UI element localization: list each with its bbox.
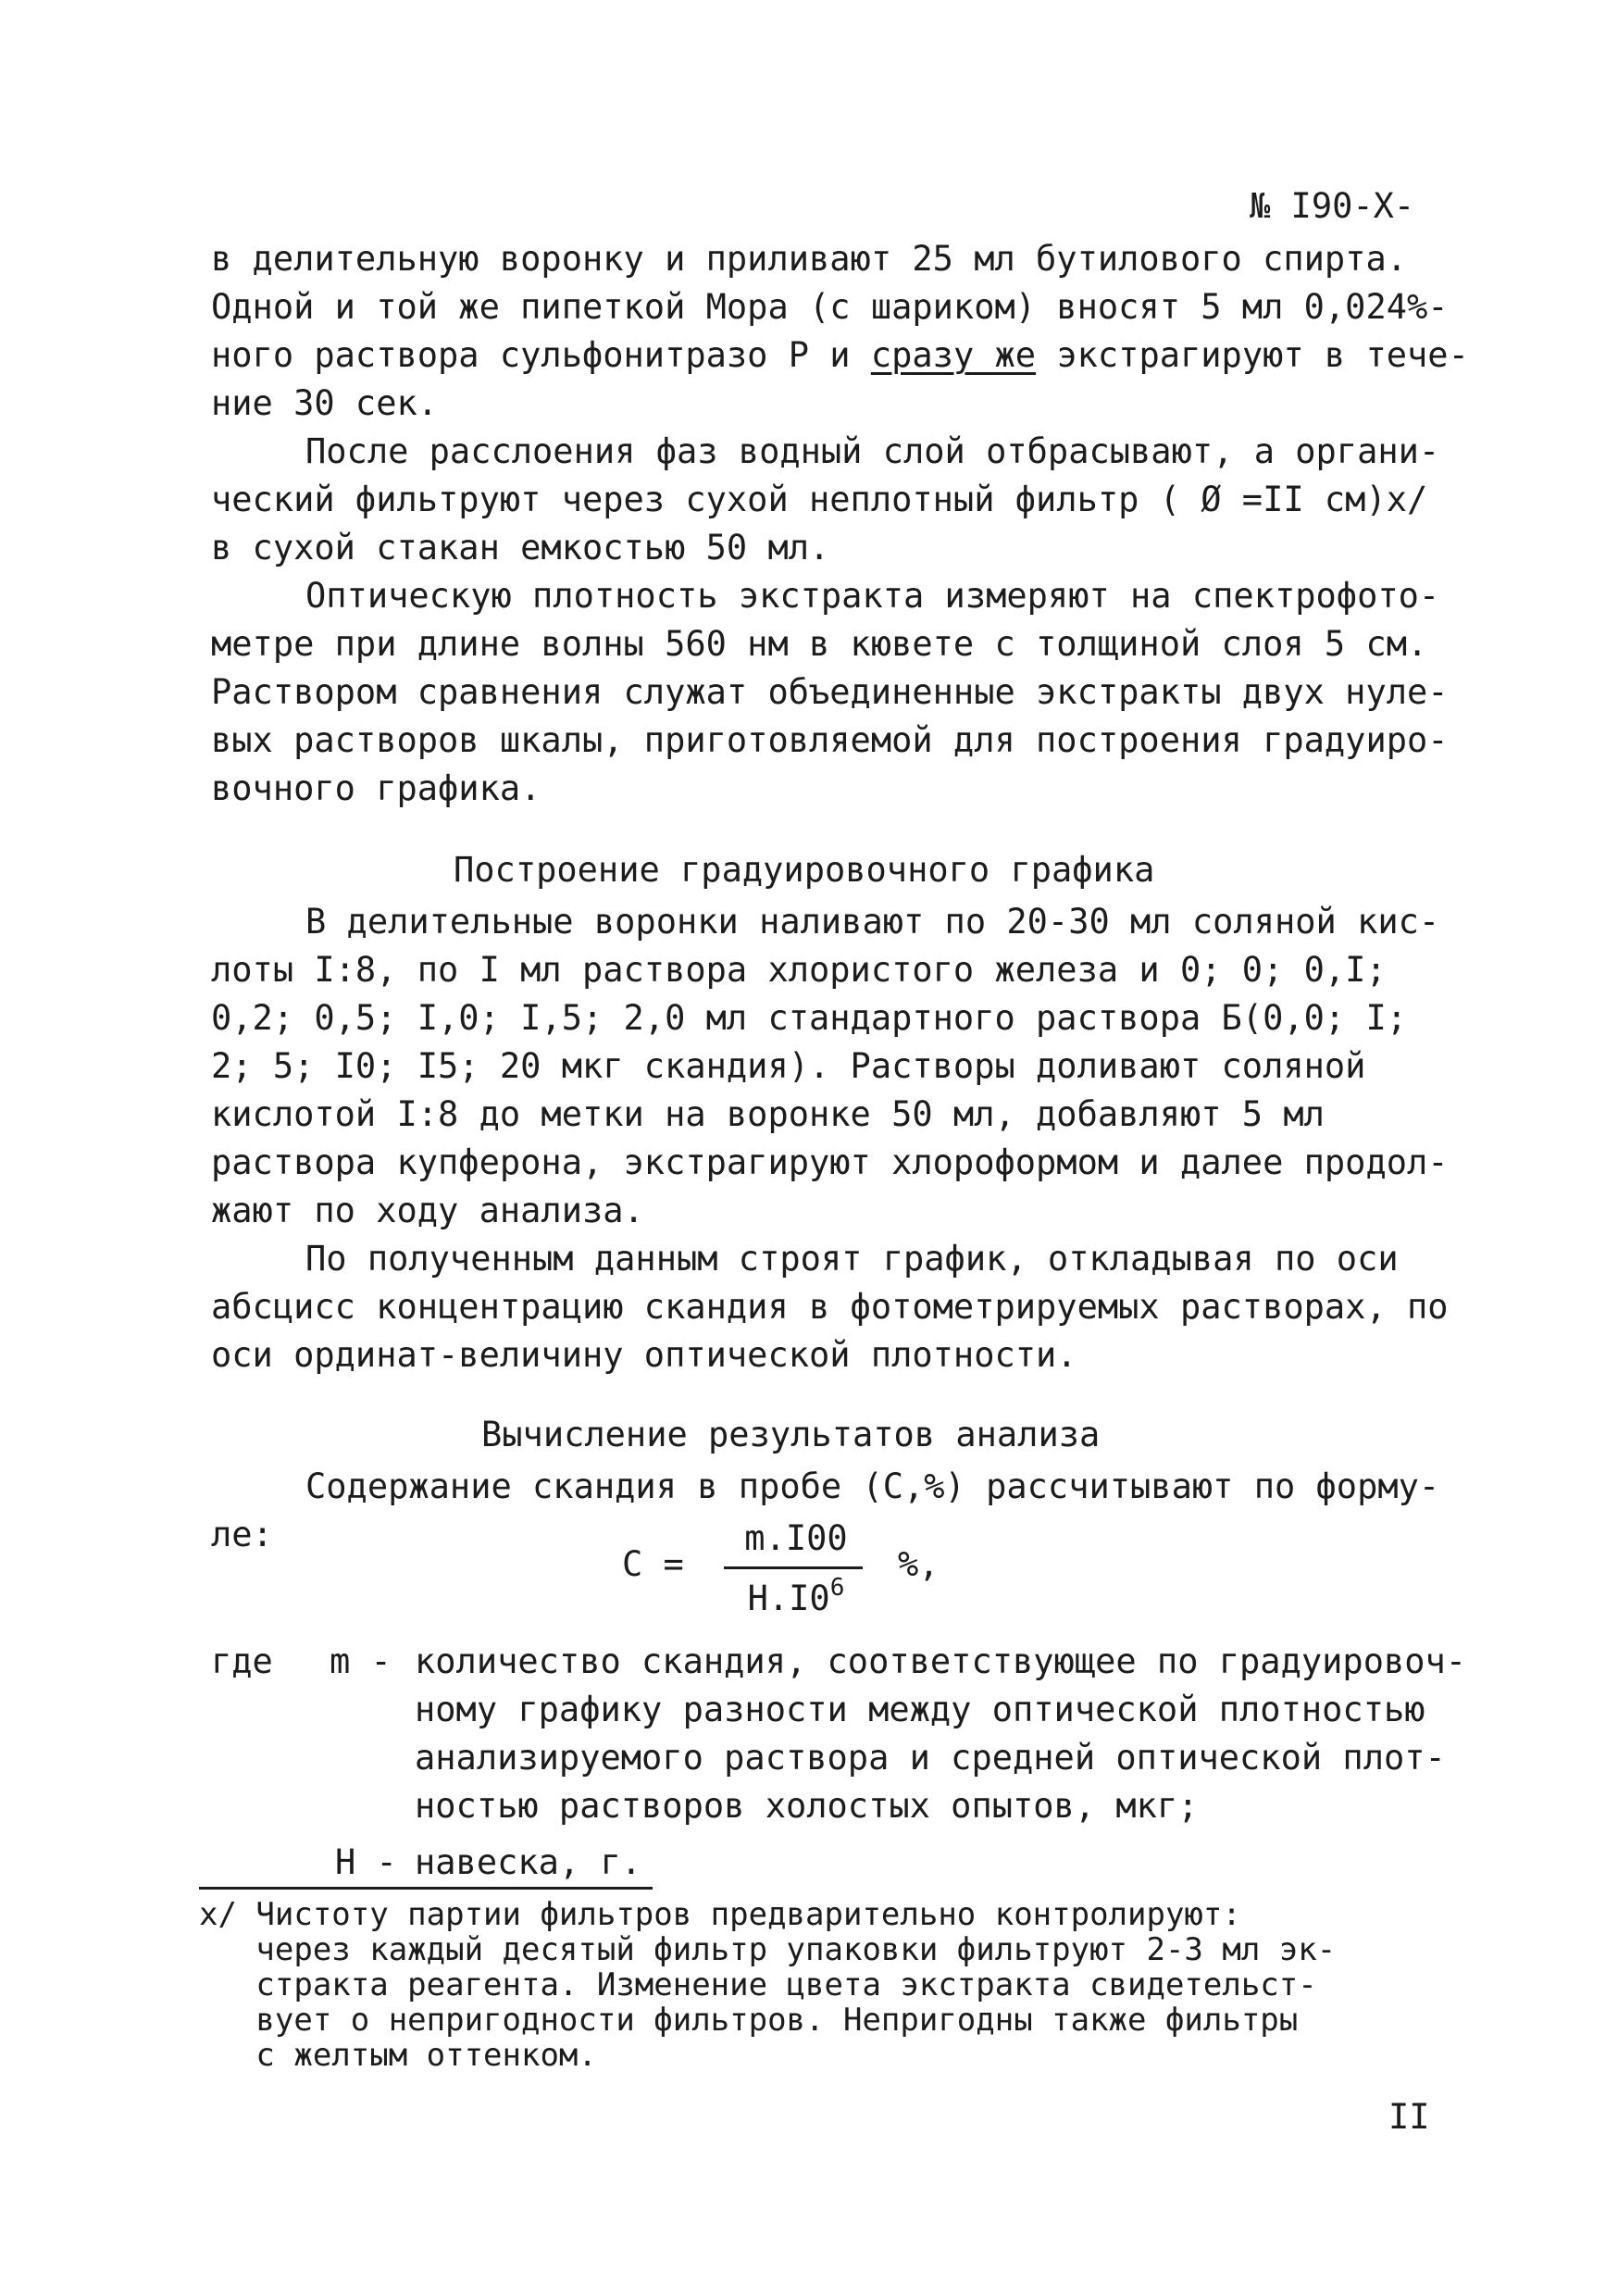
def-symbol: m - bbox=[330, 1641, 392, 1681]
body-line bbox=[211, 332, 1469, 379]
section-line: ле: bbox=[211, 1515, 273, 1554]
section-line: жают по ходу анализа. bbox=[211, 1191, 644, 1230]
footnote-line: вует о непригодности фильтров. Непригодны также фильтры bbox=[199, 2002, 1299, 2039]
body-line: в делительную воронку и приливают 25 мл бутилового спирта. bbox=[211, 239, 1408, 279]
section-line: оси ординат-величину оптической плотности. bbox=[211, 1335, 1077, 1375]
section-line: В делительные воронки наливают по 20-30 мл соляной кис- bbox=[305, 902, 1440, 942]
document-number: № I90-X- bbox=[1250, 186, 1415, 226]
formula-unit: %, bbox=[898, 1544, 940, 1584]
def-line: навеска, г. bbox=[415, 1842, 642, 1882]
body-line: Оптическую плотность экстракта измеряют на спектрофото- bbox=[305, 576, 1440, 616]
body-line: вочного графика. bbox=[211, 768, 541, 808]
section-heading: Вычисление результатов анализа bbox=[481, 1415, 1101, 1454]
body-line: Раствором сравнения служат объединенные экстракты двух нуле- bbox=[211, 672, 1449, 712]
denominator-base: H.I0 bbox=[747, 1578, 830, 1618]
section-line: лоты I:8, по I мл раствора хлористого железа и 0; 0; 0,I; bbox=[211, 950, 1387, 990]
footnote-line: с желтым оттенком. bbox=[199, 2037, 597, 2074]
footnote-line: x/ Чистоту партии фильтров предварительно контролируют: bbox=[199, 1896, 1241, 1933]
where-label: где bbox=[211, 1641, 273, 1681]
page-number: II bbox=[1388, 2097, 1430, 2137]
denominator-exponent: 6 bbox=[829, 1574, 845, 1602]
body-line: После расслоения фаз водный слой отбрасывают, а органи- bbox=[305, 431, 1440, 471]
body-text: экстрагируют в тече- bbox=[1056, 335, 1469, 375]
section-line: абсцисс концентрацию скандия в фотометрируемых растворах, по bbox=[211, 1287, 1449, 1327]
section-line: По полученным данным строят график, откладывая по оси bbox=[305, 1239, 1399, 1279]
def-line: ному графику разности между оптической плотностью bbox=[415, 1690, 1425, 1729]
section-line: Содержание скандия в пробе (С,%) рассчитывают по форму- bbox=[305, 1466, 1440, 1506]
body-line: ческий фильтруют через сухой неплотный фильтр ( Ø =II см)x/ bbox=[211, 480, 1428, 519]
body-line: Одной и той же пипеткой Мора (с шариком) вносят 5 мл 0,024%- bbox=[211, 287, 1449, 327]
body-line: метре при длине волны 560 нм в кювете с толщиной слоя 5 см. bbox=[211, 624, 1428, 664]
def-symbol: H - bbox=[335, 1842, 397, 1882]
fraction-bar bbox=[724, 1566, 863, 1569]
def-line: ностью растворов холостых опытов, мкг; bbox=[415, 1786, 1199, 1826]
section-heading: Построение градуировочного графика bbox=[454, 850, 1155, 890]
body-line: ние 30 сек. bbox=[211, 383, 439, 423]
body-line: вых растворов шкалы, приготовляемой для построения градуиро- bbox=[211, 720, 1449, 760]
def-line: анализируемого раствора и средней оптической плот- bbox=[415, 1738, 1446, 1778]
section-line: 0,2; 0,5; I,0; I,5; 2,0 мл стандартного раствора Б(0,0; I; bbox=[211, 998, 1408, 1038]
section-line: кислотой I:8 до метки на воронке 50 мл, добавляют 5 мл bbox=[211, 1094, 1325, 1134]
section-line: раствора купферона, экстрагируют хлороформом и далее продол- bbox=[211, 1142, 1449, 1182]
def-line: количество скандия, соответствующее по градуировоч- bbox=[415, 1641, 1467, 1681]
footnote-separator bbox=[199, 1887, 653, 1890]
footnote-line: стракта реагента. Изменение цвета экстракта свидетельст- bbox=[199, 1966, 1317, 2003]
section-line: 2; 5; I0; I5; 20 мкг скандия). Растворы доливают соляной bbox=[211, 1046, 1366, 1086]
formula-numerator: m.I00 bbox=[744, 1518, 848, 1558]
footnote-line: через каждый десятый фильтр упаковки фильтруют 2-3 мл эк- bbox=[199, 1931, 1337, 1968]
body-line: в сухой стакан емкостью 50 мл. bbox=[211, 528, 830, 568]
underlined-text: сразу же bbox=[870, 335, 1037, 375]
formula-denominator bbox=[731, 1574, 861, 1618]
formula-lhs: С = bbox=[622, 1544, 684, 1584]
body-text: ного раствора сульфонитразо Р и bbox=[211, 335, 851, 375]
